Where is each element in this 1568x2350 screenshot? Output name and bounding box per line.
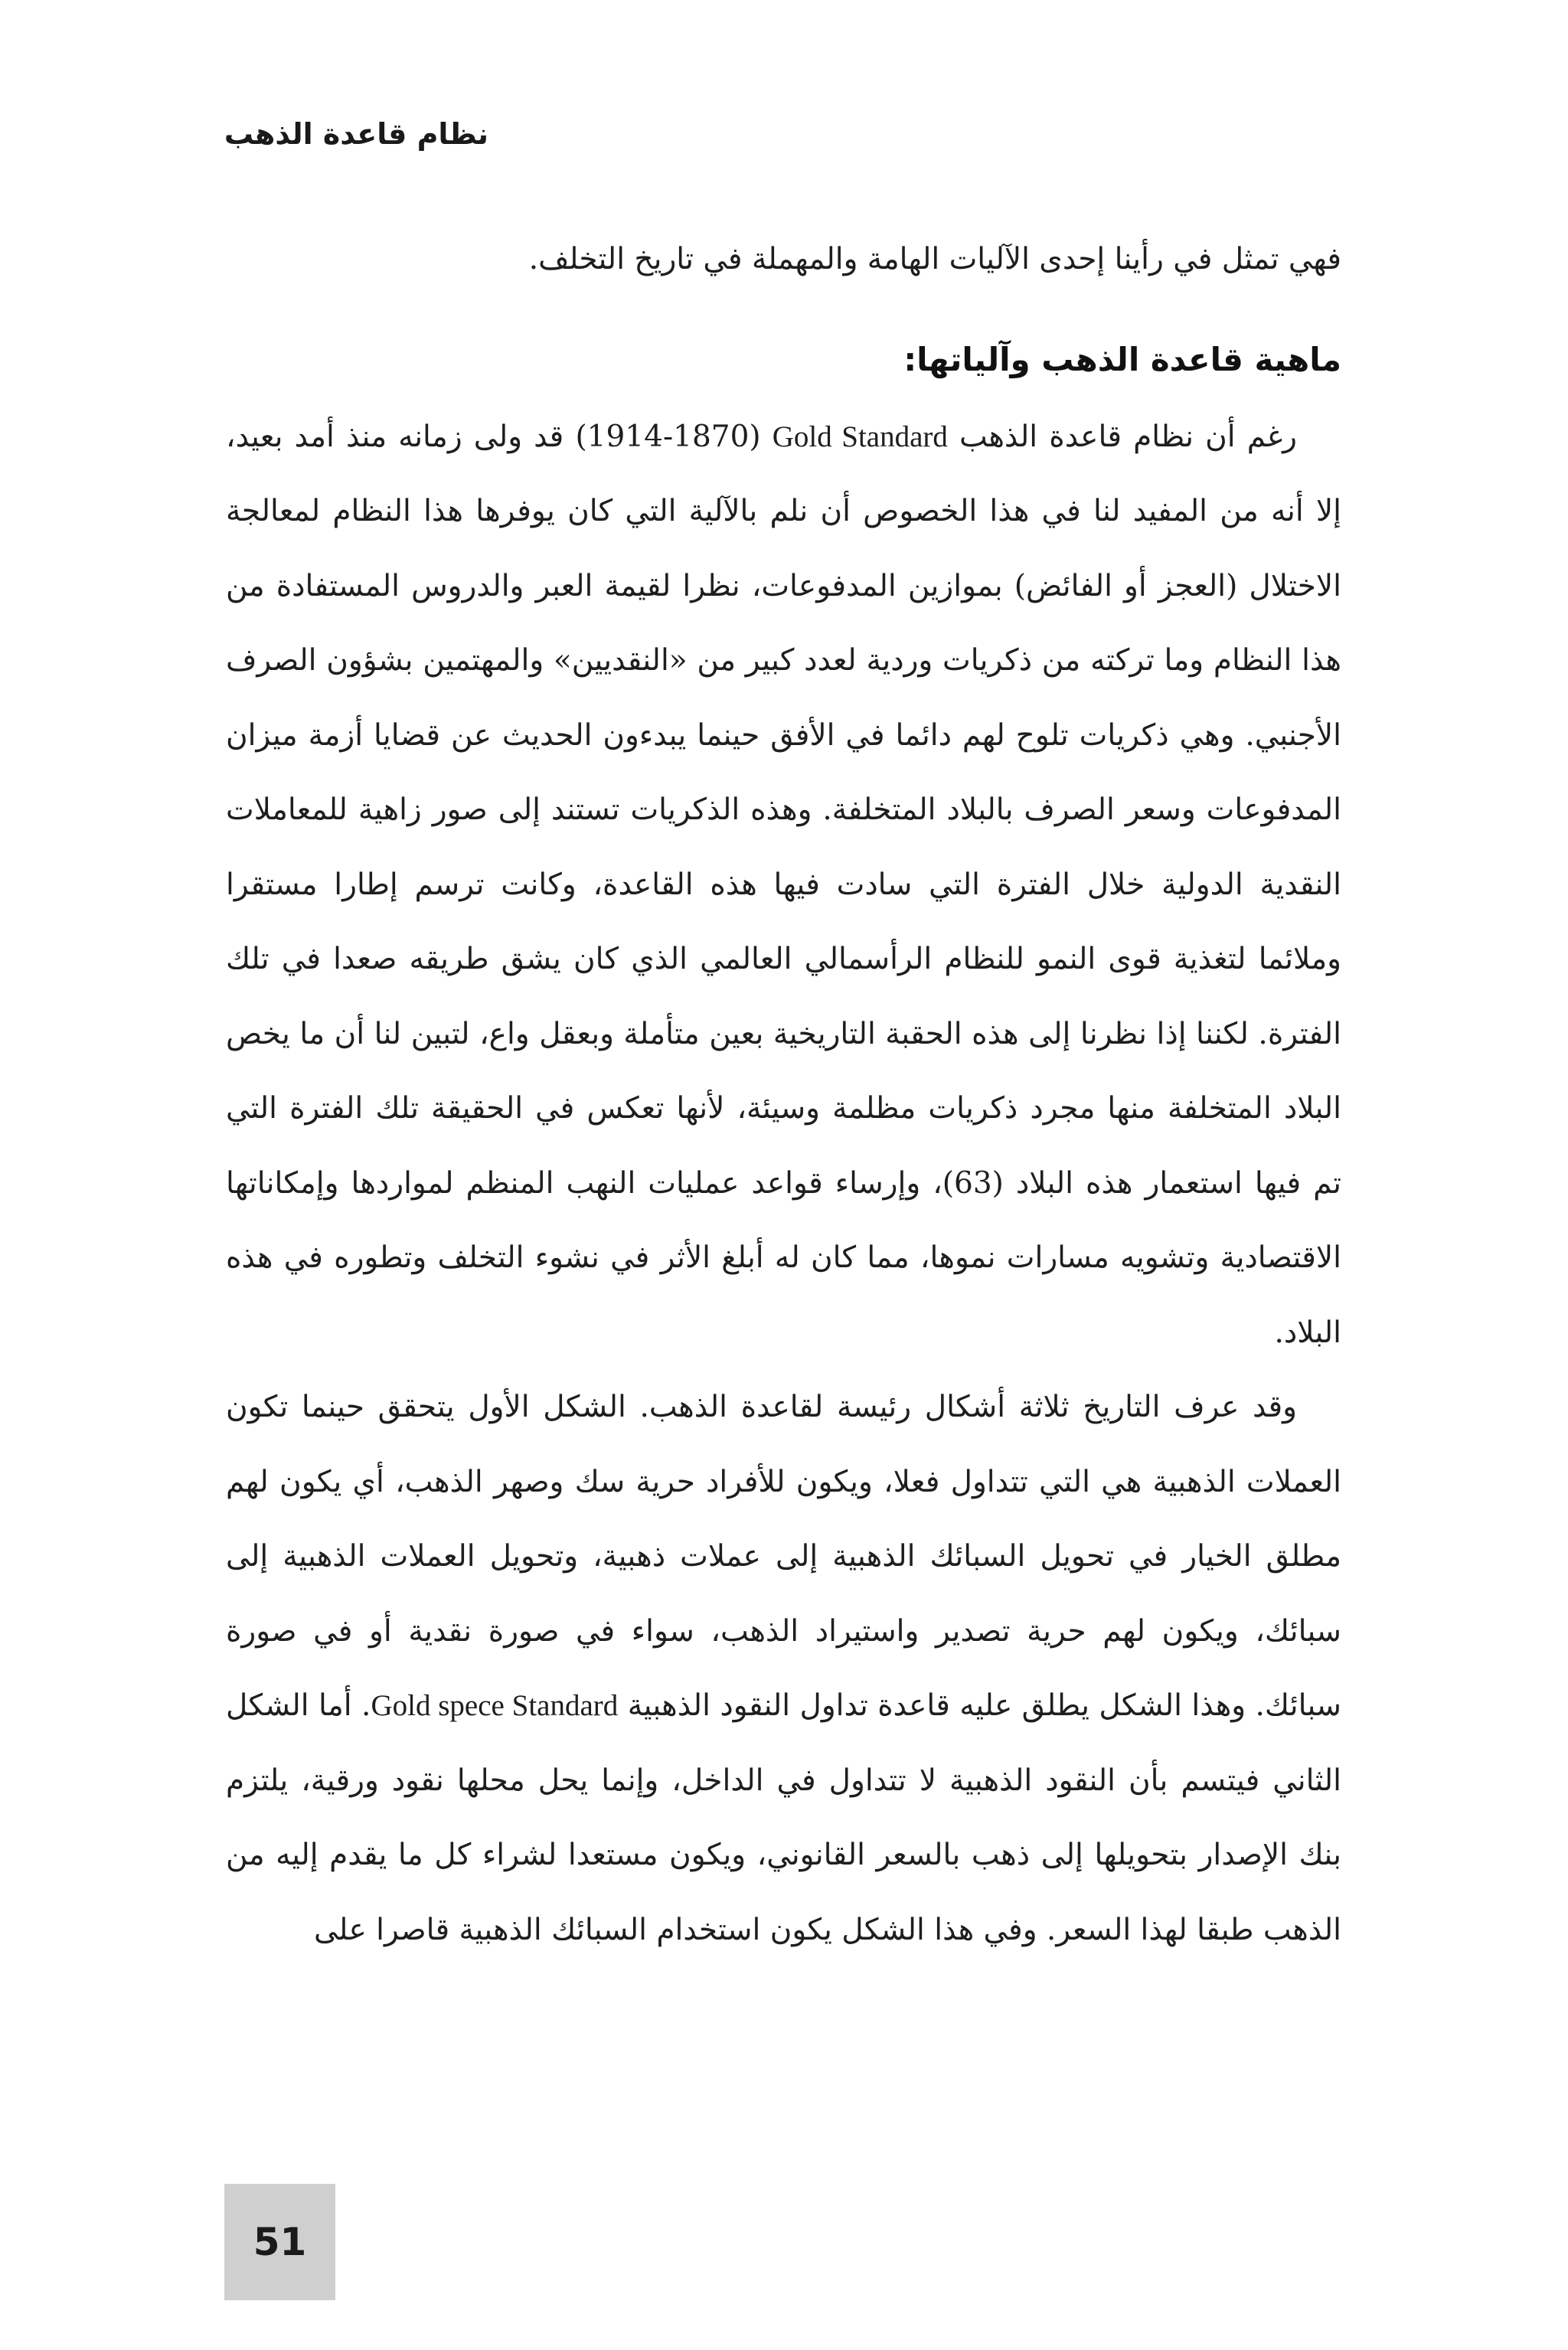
paragraph-2 (226, 1370, 1341, 1967)
paragraph-1-latin-term: Gold Standard (772, 420, 948, 453)
paragraph-2-text-start: وقد عرف التاريخ ثلاثة أشكال رئيسة لقاعدة الذهب. الشكل الأول يتحقق حينما تكون العملات الذهبية هي التي تتداول فعلا، ويكون للأفراد حرية سك وصهر الذهب، أي يكون لهم مطلق الخيار في تحويل السبائك الذهبية إلى عملات ذهبية، وتحويل العملات الذهبية إلى سبائك، ويكون لهم حرية تصدير واستيراد الذهب، سواء في صورة نقدية أو في صورة سبائك. وهذا الشكل يطلق عليه قاعدة تداول النقود الذهبية (226, 1390, 1341, 1723)
body-text (226, 222, 1341, 1967)
paragraph-1 (226, 400, 1341, 1371)
page-number: 51 (253, 2220, 307, 2264)
paragraph-2-text-rest: . أما الشكل الثاني فيتسم بأن النقود الذهبية لا تتداول في الداخل، وإنما يحل محلها نقود ورقية، يلتزم بنك الإصدار بتحويلها إلى ذهب بالسعر القانوني، ويكون مستعدا لشراء كل ما يقدم إليه من الذهب طبقا لهذا السعر. وفي هذا الشكل يكون استخدام السبائك الذهبية قاصرا على (226, 1688, 1341, 1947)
running-head: نظام قاعدة الذهب (224, 117, 488, 151)
paragraph-1-text-start: رغم أن نظام قاعدة الذهب (947, 419, 1297, 454)
section-heading: ماهية قاعدة الذهب وآلياتها: (903, 340, 1341, 378)
intro-line: فهي تمثل في رأينا إحدى الآليات الهامة والمهملة في تاريخ التخلف. (528, 242, 1341, 276)
page-number-box (224, 2184, 335, 2300)
paragraph-2-latin-term: Gold spece Standard (371, 1689, 619, 1722)
paragraph-1-text-rest: (1870-1914) قد ولى زمانه منذ أمد بعيد، إلا أنه من المفيد لنا في هذا الخصوص أن نلم بالآلية التي كان يوفرها هذا النظام لمعالجة الاختلال (العجز أو الفائض) بموازين المدفوعات، نظرا لقيمة العبر والدروس المستفادة من هذا النظام وما تركته من ذكريات وردية لعدد كبير من «النقديين» والمهتمين بشؤون الصرف الأجنبي. وهي ذكريات تلوح لهم دائما في الأفق حينما يبدءون الحديث عن قضايا أزمة ميزان المدفوعات وسعر الصرف بالبلاد المتخلفة. وهذه الذكريات تستند إلى صور زاهية للمعاملات النقدية الدولية خلال الفترة التي سادت فيها هذه القاعدة، وكانت ترسم إطارا مستقرا وملائما لتغذية قوى النمو للنظام الرأسمالي العالمي الذي كان يشق طريقه صعدا في تلك الفترة. لكننا إذا نظرنا إلى هذه الحقبة التاريخية بعين متأملة وبعقل واع، لتبين لنا أن ما يخص البلاد المتخلفة منها مجرد ذكريات مظلمة وسيئة، لأنها تعكس في الحقيقة تلك الفترة التي تم فيها استعمار هذه البلاد (63)، وإرساء قواعد عمليات النهب المنظم لمواردها وإمكاناتها الاقتصادية وتشويه مسارات نموها، مما كان له أبلغ الأثر في نشوء التخلف وتطوره في هذه البلاد. (226, 419, 1341, 1350)
